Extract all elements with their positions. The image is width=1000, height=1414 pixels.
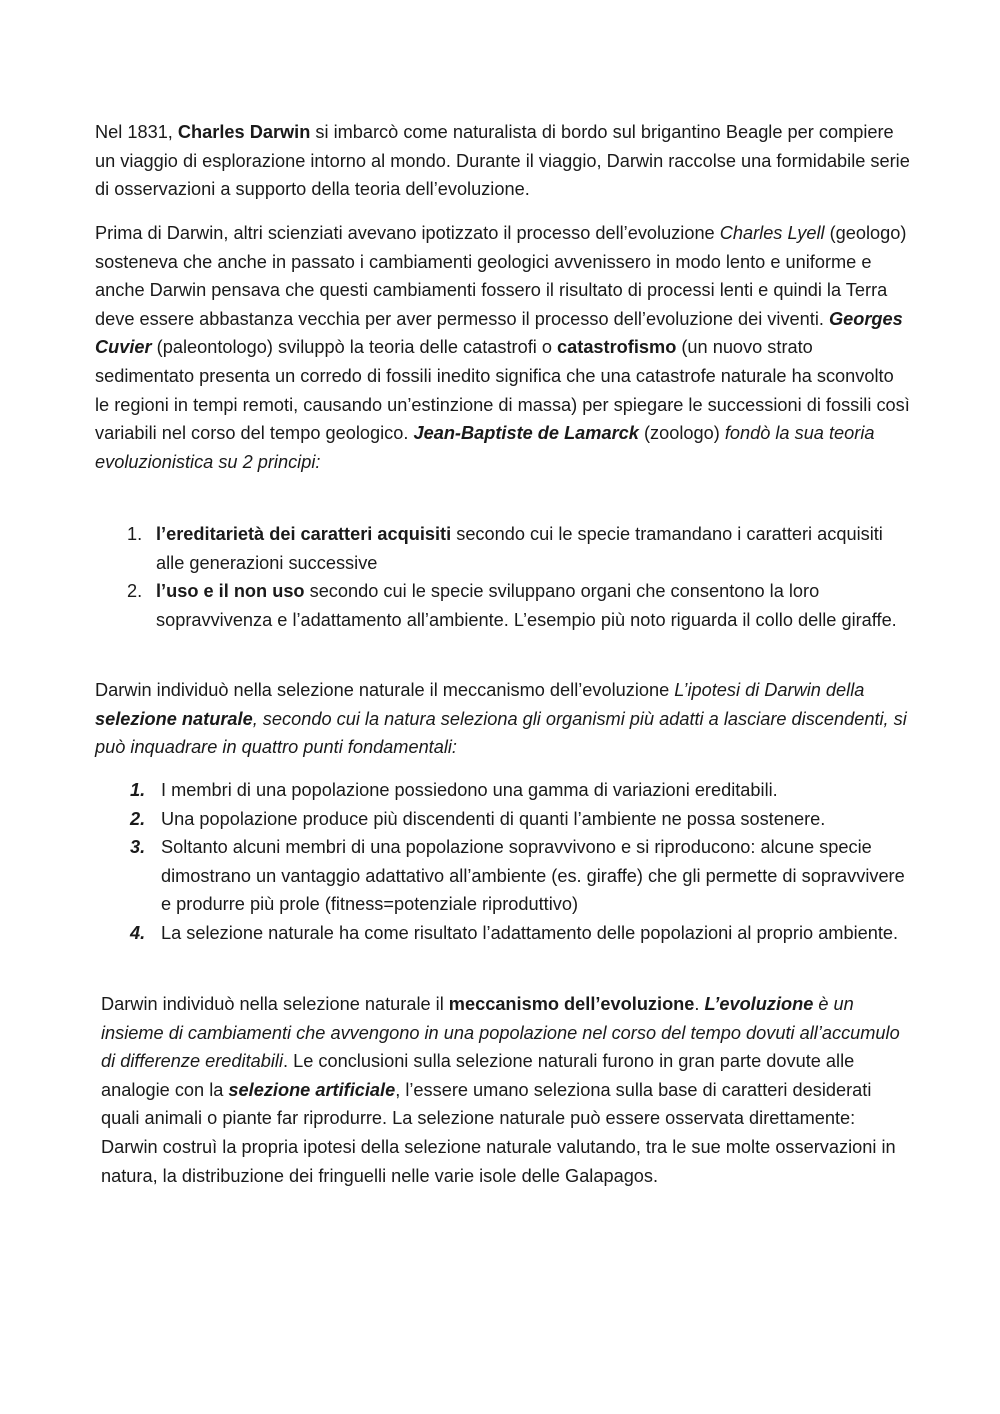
- paragraph-darwin-voyage: [95, 118, 910, 204]
- list-item: [95, 805, 910, 834]
- bold-term-meccanismo-evoluzione: meccanismo dell’evoluzione: [448, 994, 695, 1014]
- numbered-list: [95, 520, 910, 634]
- bold-term: l’ereditarietà dei caratteri acquisiti: [156, 524, 452, 544]
- list-number: 4.: [130, 922, 146, 943]
- list-item: [95, 577, 910, 634]
- italic-text: , secondo cui la natura seleziona gli organismi più adatti a lasciare discendenti, si può inquadrare in quattro punti fondamentali:: [95, 708, 907, 758]
- text-span: (zoologo): [638, 423, 725, 444]
- bold-italic-term-selezione-naturale: selezione naturale: [95, 708, 253, 729]
- list-item: [95, 776, 910, 805]
- list-item: [95, 520, 910, 577]
- list-number: 1.: [130, 780, 146, 800]
- bold-term-charles-darwin: Charles Darwin: [177, 122, 311, 142]
- text-span: La selezione naturale ha come risultato l’adattamento delle popolazioni al proprio ambiente.: [161, 922, 899, 943]
- paragraph-evolution-mechanism: [101, 990, 911, 1190]
- paragraph-natural-selection-hypothesis: [95, 676, 910, 762]
- lamarck-principles-list: [95, 520, 910, 634]
- text-span: si imbarcò come naturalista di bordo sul brigantino Beagle per compiere un viaggio di esplorazione intorno al mondo. Durante il viaggio, Darwin raccolse una formidabile serie di osservazioni a supporto della teoria dell’evoluzione.: [95, 122, 910, 200]
- text-span: secondo cui le specie tramandano i caratteri acquisiti alle generazioni successive: [156, 524, 883, 573]
- italic-text: fondò la sua teoria evoluzionistica su 2 principi:: [95, 423, 875, 472]
- text-span: Darwin individuò nella selezione naturale il meccanismo dell’evoluzione: [95, 680, 675, 700]
- numbered-list: [95, 776, 910, 948]
- list-item: [95, 833, 910, 919]
- four-points-list: [95, 776, 910, 948]
- paragraph-text: [95, 118, 910, 204]
- paragraph-text: [95, 219, 910, 476]
- italic-text: L’ipotesi di Darwin della: [674, 680, 865, 700]
- list-number: 2.: [127, 581, 143, 602]
- bold-italic-term-georges-cuvier: Georges Cuvier: [95, 308, 903, 358]
- text-span: Nel 1831,: [95, 122, 178, 142]
- paragraph-text: [101, 990, 911, 1190]
- text-span: (un nuovo strato sedimentato presenta un corredo di fossili inedito significa che una catastrofe naturale ha sconvolto le regioni in tempi remoti, causando un’estinzione di massa) per spiegare le successioni di fossili così variabili nel corso del tempo geologico.: [95, 337, 910, 444]
- italic-text: è un insieme di cambiamenti che avvengono in una popolazione nel corso del tempo dovuti all’accumulo di differenze ereditabili: [101, 994, 900, 1072]
- text-span: . Le conclusioni sulla selezione naturali furono in gran parte dovute alle analogie con la: [101, 1051, 855, 1100]
- text-span: I membri di una popolazione possiedono una gamma di variazioni ereditabili.: [161, 780, 778, 800]
- bold-italic-term-lamarck: Jean-Baptiste de Lamarck: [413, 423, 639, 444]
- bold-term-catastrofismo: catastrofismo: [557, 337, 677, 358]
- paragraph-pre-darwin-scientists: [95, 219, 910, 476]
- text-span: secondo cui le specie sviluppano organi che consentono la loro sopravvivenza e l’adattamento all’ambiente. L’esempio più noto riguarda il collo delle giraffe.: [156, 581, 897, 630]
- text-span: Prima di Darwin, altri scienziati avevano ipotizzato il processo dell’evoluzione: [95, 223, 720, 243]
- paragraph-text: [95, 676, 910, 762]
- list-number: 2.: [130, 808, 146, 829]
- text-span: Una popolazione produce più discendenti di quanti l’ambiente ne possa sostenere.: [161, 808, 826, 829]
- text-span: (geologo) sosteneva che anche in passato i cambiamenti geologici avvenissero in modo lento e uniforme e anche Darwin pensava che questi cambiamenti fossero il risultato di processi lenti e quindi la Terra deve essere abbastanza vecchia per aver permesso il processo dell’evoluzione dei viventi.: [95, 223, 907, 329]
- list-item: [95, 919, 910, 948]
- text-span: .: [694, 994, 705, 1014]
- text-span: Soltanto alcuni membri di una popolazione sopravvivono e si riproducono: alcune specie dimostrano un vantaggio adattativo all’ambiente (es. giraffe) che gli permette di sopravvivere e produrre più prole (fitness=potenziale riproduttivo): [161, 837, 905, 915]
- text-span: , l’essere umano seleziona sulla base di caratteri desiderati quali animali o piante far riprodurre. La selezione naturale può essere osservata direttamente: Darwin costruì la propria ipotesi della selezione naturale valutando, tra le sue molte osservazioni in natura, la distribuzione dei fringuelli nelle varie isole delle Galapagos.: [101, 1079, 896, 1186]
- bold-italic-term-selezione-artificiale: selezione artificiale: [228, 1079, 396, 1100]
- text-span: (paleontologo) sviluppò la teoria delle catastrofi o: [151, 337, 558, 358]
- bold-italic-term-evoluzione: L’evoluzione: [704, 994, 814, 1014]
- list-number: 1.: [127, 524, 143, 544]
- list-number: 3.: [130, 837, 146, 858]
- text-span: Darwin individuò nella selezione naturale il: [101, 994, 449, 1014]
- italic-term-charles-lyell: Charles Lyell: [719, 223, 825, 243]
- bold-term: l’uso e il non uso: [156, 581, 305, 602]
